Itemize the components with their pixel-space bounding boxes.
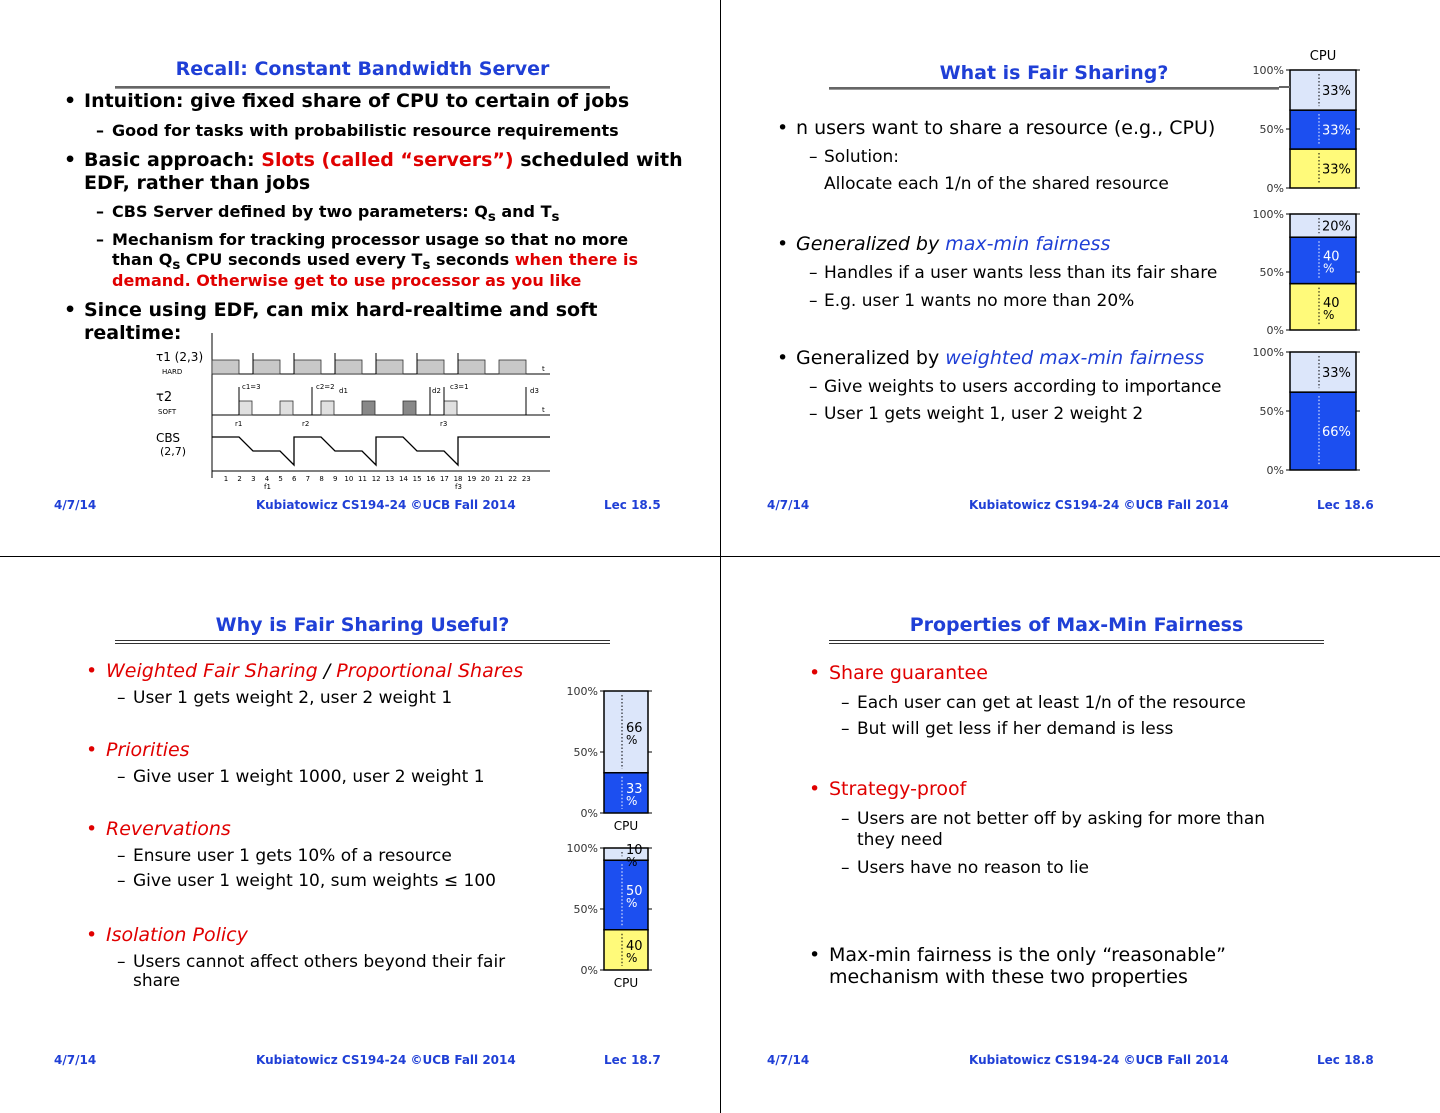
sub-bullet-dash: – <box>809 263 818 283</box>
sub-bullet-dash: – <box>809 291 818 311</box>
bullet-text: Since using EDF, can mix hard-realtime and soft <box>84 299 598 321</box>
timeline-tick-label: 3 <box>251 475 256 483</box>
cpu-share-label: % <box>1323 307 1335 322</box>
d3-label: d3 <box>530 387 539 395</box>
bullet-text: Basic approach: Slots (called “servers”) scheduled with <box>84 149 683 171</box>
hard-label: HARD <box>162 368 183 376</box>
timeline-tick-label: 20 <box>480 475 490 483</box>
sub-bullet-dash: – <box>841 809 850 829</box>
sub-bullet-text-continued: demand. Otherwise get to use processor as you like <box>112 271 582 290</box>
bullet: • <box>86 739 98 761</box>
footer-lecture: Lec 18.6 <box>1317 498 1374 512</box>
r2-label: r2 <box>302 420 310 428</box>
bullet-text: Intuition: give fixed share of CPU to certain of jobs <box>84 90 630 112</box>
r3-label: r3 <box>440 420 448 428</box>
slide-title: What is Fair Sharing? <box>939 62 1169 84</box>
footer-lecture: Lec 18.5 <box>604 498 661 512</box>
footer-lecture: Lec 18.8 <box>1317 1053 1374 1067</box>
timeline-tick-label: 9 <box>332 475 338 483</box>
sub-bullet-text: Give user 1 weight 1000, user 2 weight 1 <box>133 767 485 787</box>
timeline-tick-label: 22 <box>508 475 518 483</box>
timeline-tick-label: 11 <box>358 475 367 483</box>
timeline-tick-label: 4 <box>264 475 270 483</box>
sub-bullet-dash: – <box>809 404 818 424</box>
bullet-text: n users want to share a resource (e.g., CPU) <box>796 117 1216 139</box>
footer-date: 4/7/14 <box>767 498 810 512</box>
footer-course: Kubiatowicz CS194-24 ©UCB Fall 2014 <box>969 498 1229 512</box>
sub-bullet-text: Give user 1 weight 10, sum weights ≤ 100 <box>133 871 496 891</box>
slide-title: Recall: Constant Bandwidth Server <box>175 58 550 80</box>
cpu-share-label: 10 <box>626 843 643 859</box>
sub-bullet-text-continued: they need <box>857 830 943 850</box>
timeline-tick-label: 23 <box>521 475 531 483</box>
bullet: • <box>64 149 77 171</box>
timeline-tick-label: 1 <box>223 475 229 483</box>
sub-bullet-text: Solution: <box>824 147 899 167</box>
cpu-share-label: 20% <box>1322 219 1351 235</box>
y-tick-label: 50% <box>573 746 598 759</box>
cpu-stacked-bar-chart <box>567 842 652 990</box>
timeline-tick-label: 2 <box>237 475 242 483</box>
bullet: • <box>809 944 821 966</box>
bullet: • <box>64 299 77 321</box>
bullet-text: Strategy-proof <box>829 778 967 800</box>
sub-bullet-text: Users are not better off by asking for more than <box>857 809 1266 829</box>
y-tick-label: 0% <box>1266 182 1284 195</box>
c1-label: c1=3 <box>242 383 261 391</box>
t-axis-label: t <box>542 365 545 373</box>
cpu-share-label: % <box>626 732 638 747</box>
timeline-tick-label: 21 <box>494 475 504 483</box>
bullet-text: Weighted Fair Sharing / Proportional Shares <box>106 660 524 682</box>
cpu-stacked-bar-chart <box>1253 346 1360 477</box>
timeline-tick-label: 5 <box>278 475 283 483</box>
timeline-tick-label: 16 <box>426 475 436 483</box>
bullet: • <box>809 778 821 800</box>
y-tick-label: 50% <box>1259 405 1284 418</box>
sub-bullet-text: Allocate each 1/n of the shared resource <box>824 174 1169 194</box>
bullet-text: Isolation Policy <box>106 924 248 946</box>
chart-x-label: CPU <box>613 819 639 833</box>
sub-bullet-text: Mechanism for tracking processor usage so that no more <box>112 230 629 249</box>
cpu-share-label: 40 <box>1323 295 1340 311</box>
y-tick-label: 100% <box>1252 64 1284 77</box>
cpu-stacked-bar-chart <box>567 685 652 833</box>
bullet-text: Priorities <box>106 739 190 761</box>
cpu-share-label: % <box>626 950 638 965</box>
soft-label: SOFT <box>158 408 177 416</box>
bullet-text: Generalized by max-min fairness <box>796 233 1111 255</box>
footer-date: 4/7/14 <box>54 1053 97 1067</box>
chart-title: CPU <box>1309 49 1337 64</box>
footer-date: 4/7/14 <box>767 1053 810 1067</box>
bullet: • <box>777 233 789 255</box>
cpu-share-label: 50 <box>626 883 643 899</box>
cpu-share-label: 66% <box>1322 425 1351 441</box>
tau2-label: τ2 <box>156 390 173 405</box>
bullet-text-continued: realtime: <box>84 322 182 344</box>
y-tick-label: 0% <box>1266 324 1284 337</box>
sub-bullet-dash: – <box>96 230 104 249</box>
timeline-tick-label: 12 <box>371 475 381 483</box>
bullet-text: Generalized by weighted max-min fairness <box>796 347 1205 369</box>
bullet-text: Max-min fairness is the only “reasonable” <box>829 944 1226 966</box>
d2-label: d2 <box>432 387 441 395</box>
sub-bullet-text: Handles if a user wants less than its fair share <box>824 263 1218 283</box>
cpu-share-label: % <box>626 855 638 870</box>
cpu-share-label: 66 <box>626 720 643 736</box>
sub-bullet-dash: – <box>841 858 850 878</box>
timeline-tick-label: 6 <box>292 475 297 483</box>
sub-bullet-text: Ensure user 1 gets 10% of a resource <box>133 846 452 866</box>
footer-course: Kubiatowicz CS194-24 ©UCB Fall 2014 <box>256 498 516 512</box>
bullet-text: Revervations <box>106 818 231 840</box>
sub-bullet-dash: – <box>96 202 104 221</box>
y-tick-label: 0% <box>1266 464 1284 477</box>
bullet: • <box>809 662 821 684</box>
sub-bullet-text: CBS Server defined by two parameters: $Q_s$ and $T_s$ <box>112 202 560 226</box>
bullet: • <box>777 117 789 139</box>
sub-bullet-text: Users cannot affect others beyond their fair <box>133 952 506 972</box>
c3-label: c3=1 <box>450 383 469 391</box>
cpu-share-label: % <box>626 793 638 808</box>
sub-bullet-dash: – <box>809 147 818 167</box>
t-axis-label: t <box>542 406 545 414</box>
footer-lecture: Lec 18.7 <box>604 1053 661 1067</box>
cpu-share-label: % <box>1323 261 1335 276</box>
footer-course: Kubiatowicz CS194-24 ©UCB Fall 2014 <box>969 1053 1229 1067</box>
c2-label: c2=2 <box>316 383 335 391</box>
sub-bullet-dash: – <box>117 767 126 787</box>
sub-bullet-dash: – <box>117 952 126 972</box>
cpu-share-label: 40 <box>626 938 643 954</box>
y-tick-label: 100% <box>1252 208 1284 221</box>
sub-bullet-text: User 1 gets weight 2, user 2 weight 1 <box>133 688 453 708</box>
y-tick-label: 0% <box>580 964 598 977</box>
timeline-tick-label: 15 <box>412 475 422 483</box>
cbs-params-label: (2,7) <box>160 445 187 458</box>
footer-date: 4/7/14 <box>54 498 97 512</box>
sub-bullet-text-continued: share <box>133 971 181 991</box>
cbs-label: CBS <box>156 431 181 445</box>
sub-bullet-dash: – <box>117 688 126 708</box>
sub-bullet-dash: – <box>841 693 850 713</box>
sub-bullet-dash: – <box>809 377 818 397</box>
cpu-share-label: 33% <box>1322 123 1351 139</box>
y-tick-label: 50% <box>1259 266 1284 279</box>
bullet: • <box>64 90 77 112</box>
d1-label: d1 <box>339 387 348 395</box>
sub-bullet-dash: – <box>841 719 850 739</box>
y-tick-label: 0% <box>580 807 598 820</box>
sub-bullet-text: Users have no reason to lie <box>857 858 1090 878</box>
sub-bullet-dash: – <box>117 846 126 866</box>
slide-title: Why is Fair Sharing Useful? <box>215 614 510 636</box>
timeline-tick-label: 13 <box>385 475 395 483</box>
cpu-share-label: 33 <box>626 781 643 797</box>
timeline-tick-label: 19 <box>467 475 477 483</box>
bullet: • <box>86 924 98 946</box>
cpu-stacked-bar-chart <box>1253 49 1360 195</box>
chart-x-label: CPU <box>613 976 639 990</box>
y-tick-label: 50% <box>1259 123 1284 136</box>
sub-bullet-text: But will get less if her demand is less <box>857 719 1174 739</box>
cpu-share-label: 33% <box>1322 366 1351 382</box>
y-tick-label: 100% <box>1252 346 1284 359</box>
y-tick-label: 100% <box>566 685 598 698</box>
cpu-share-label: % <box>626 895 638 910</box>
sub-bullet-text: Each user can get at least 1/n of the resource <box>857 693 1246 713</box>
bullet-text-continued: mechanism with these two properties <box>829 966 1188 988</box>
r1-label: r1 <box>235 420 243 428</box>
sub-bullet-text: User 1 gets weight 1, user 2 weight 2 <box>824 404 1144 424</box>
cpu-share-label: 33% <box>1322 84 1351 100</box>
f1-label: f1 <box>264 483 271 491</box>
cpu-share-label: 33% <box>1322 162 1351 178</box>
sub-bullet-text: Good for tasks with probabilistic resource requirements <box>112 121 619 140</box>
cpu-stacked-bar-chart <box>1253 208 1360 337</box>
timeline-tick-label: 8 <box>319 475 324 483</box>
footer-course: Kubiatowicz CS194-24 ©UCB Fall 2014 <box>256 1053 516 1067</box>
timeline-tick-label: 18 <box>453 475 463 483</box>
sub-bullet-dash: – <box>117 871 126 891</box>
sub-bullet-text: E.g. user 1 wants no more than 20% <box>824 291 1135 311</box>
bullet: • <box>86 660 98 682</box>
timeline-tick-label: 17 <box>439 475 449 483</box>
sub-bullet-text-continued: than $Q_s$ CPU seconds used every $T_s$ seconds when there is <box>112 250 638 274</box>
bullet-text-continued: EDF, rather than jobs <box>84 172 311 194</box>
y-tick-label: 100% <box>566 842 598 855</box>
slide-title: Properties of Max-Min Fairness <box>909 614 1244 636</box>
f3-label: f3 <box>455 483 462 491</box>
timeline-tick-label: 14 <box>398 475 408 483</box>
bullet-text: Share guarantee <box>829 662 988 684</box>
bullet: • <box>777 347 789 369</box>
cpu-share-label: 40 <box>1323 249 1340 265</box>
sub-bullet-dash: – <box>96 121 104 140</box>
sub-bullet-text: Give weights to users according to importance <box>824 377 1222 397</box>
timeline-tick-label: 10 <box>344 475 354 483</box>
bullet: • <box>86 818 98 840</box>
timeline-tick-label: 7 <box>305 475 311 483</box>
tau1-label: τ1 (2,3) <box>156 350 204 364</box>
y-tick-label: 50% <box>573 903 598 916</box>
